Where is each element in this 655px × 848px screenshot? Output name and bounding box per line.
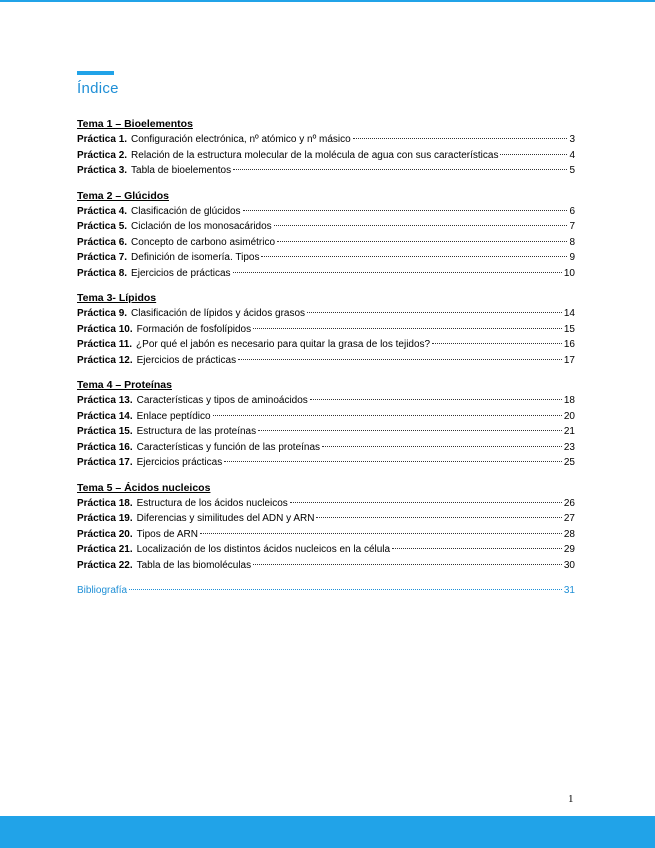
entry-page: 7 xyxy=(569,221,575,232)
entry-label: Práctica 1. xyxy=(77,134,128,145)
entry-text: Formación de fosfolípidos xyxy=(136,323,252,335)
entry-text: Relación de la estructura molecular de la molécula de agua con sus características xyxy=(131,149,499,161)
entry-label: Práctica 14. xyxy=(77,410,133,422)
top-accent-bar xyxy=(0,0,655,2)
entry-text: Ciclación de los monosacáridos xyxy=(131,221,272,232)
entry-text: Concepto de carbono asimétrico xyxy=(131,236,276,248)
toc-entry[interactable] xyxy=(77,235,575,251)
entry-text: Ejercicios de prácticas xyxy=(131,267,231,279)
toc-entry[interactable] xyxy=(77,393,575,409)
entry-text: Tabla de las biomoléculas xyxy=(136,559,252,571)
toc-section-tema-4 xyxy=(77,378,575,471)
page-number: 1 xyxy=(568,793,574,805)
entry-label: Práctica 8. xyxy=(77,267,128,279)
toc-entry[interactable] xyxy=(77,527,575,543)
entry-page: 15 xyxy=(563,323,575,335)
entry-page: 16 xyxy=(563,339,575,350)
toc-entry[interactable] xyxy=(77,424,575,440)
toc-entry[interactable] xyxy=(77,496,575,512)
entry-page: 26 xyxy=(563,497,575,509)
dot-leader xyxy=(253,328,562,329)
section-title[interactable]: Tema 3- Lípidos xyxy=(77,292,157,304)
dot-leader xyxy=(307,312,562,313)
entry-text: Definición de isomería. Tipos xyxy=(131,252,260,263)
entry-label: Práctica 15. xyxy=(77,426,133,437)
entry-text: Clasificación de glúcidos xyxy=(131,205,241,217)
toc-entry[interactable] xyxy=(77,163,575,179)
entry-text: Diferencias y similitudes del ADN y ARN xyxy=(136,513,315,524)
entry-text: Enlace peptídico xyxy=(136,410,211,422)
dot-leader xyxy=(316,517,561,518)
section-title[interactable]: Tema 4 – Proteínas xyxy=(77,379,172,391)
dot-leader xyxy=(224,461,562,462)
dot-leader xyxy=(200,533,562,534)
dot-leader xyxy=(500,154,567,155)
entry-label: Práctica 5. xyxy=(77,221,128,232)
entry-label: Práctica 3. xyxy=(77,165,128,176)
section-title[interactable]: Tema 1 – Bioelementos xyxy=(77,118,193,130)
entry-label: Práctica 2. xyxy=(77,149,128,161)
dot-leader xyxy=(213,415,562,416)
entry-label: Práctica 17. xyxy=(77,457,133,468)
toc-entry[interactable] xyxy=(77,266,575,282)
entry-text: Características y función de las proteínas xyxy=(136,441,321,453)
entry-page: 21 xyxy=(563,426,575,437)
toc-entry[interactable] xyxy=(77,337,575,353)
entry-page: 28 xyxy=(563,528,575,540)
entry-text: Estructura de las proteínas xyxy=(136,426,257,437)
dot-leader xyxy=(129,589,562,590)
entry-page: 20 xyxy=(563,410,575,422)
dot-leader xyxy=(353,138,568,139)
title-accent-line xyxy=(77,71,114,75)
toc-entry[interactable] xyxy=(77,148,575,164)
toc-entry[interactable] xyxy=(77,409,575,425)
table-of-contents xyxy=(77,117,575,599)
entry-page: 9 xyxy=(569,252,575,263)
entry-text: ¿Por qué el jabón es necesario para quitar la grasa de los tejidos? xyxy=(136,339,431,350)
entry-page: 4 xyxy=(569,149,575,161)
toc-entry[interactable] xyxy=(77,440,575,456)
dot-leader xyxy=(253,564,562,565)
entry-label: Práctica 19. xyxy=(77,513,133,524)
bottom-accent-bar xyxy=(0,816,655,848)
toc-entry[interactable] xyxy=(77,322,575,338)
entry-label: Práctica 4. xyxy=(77,205,128,217)
entry-label: Práctica 22. xyxy=(77,559,133,571)
dot-leader xyxy=(310,399,562,400)
dot-leader xyxy=(277,241,567,242)
entry-page: 3 xyxy=(569,134,575,145)
entry-label: Práctica 13. xyxy=(77,395,133,406)
section-title[interactable]: Tema 5 – Ácidos nucleicos xyxy=(77,481,211,494)
toc-section-tema-5 xyxy=(77,481,575,574)
toc-entry[interactable] xyxy=(77,558,575,574)
entry-text: Clasificación de lípidos y ácidos grasos xyxy=(131,308,306,319)
entry-page: 10 xyxy=(563,267,575,279)
entry-page: 6 xyxy=(569,205,575,217)
dot-leader xyxy=(432,343,562,344)
toc-entry[interactable] xyxy=(77,353,575,369)
entry-text: Ejercicios prácticas xyxy=(136,457,223,468)
toc-section-tema-2 xyxy=(77,189,575,282)
entry-text: Tabla de bioelementos xyxy=(131,165,232,176)
entry-label: Práctica 7. xyxy=(77,252,128,263)
dot-leader xyxy=(261,256,567,257)
entry-text: Localización de los distintos ácidos nucleicos en la célula xyxy=(136,544,391,555)
entry-text: Ejercicios de prácticas xyxy=(136,354,237,366)
entry-label: Práctica 18. xyxy=(77,497,133,509)
entry-page: 31 xyxy=(563,585,575,596)
dot-leader xyxy=(258,430,562,431)
entry-page: 30 xyxy=(563,559,575,571)
section-title[interactable]: Tema 2 – Glúcidos xyxy=(77,189,170,202)
entry-page: 27 xyxy=(563,513,575,524)
dot-leader xyxy=(274,225,568,226)
dot-leader xyxy=(392,548,562,549)
toc-section-tema-1 xyxy=(77,117,575,179)
toc-entry[interactable] xyxy=(77,204,575,220)
entry-text: Estructura de los ácidos nucleicos xyxy=(136,497,288,509)
toc-entry[interactable] xyxy=(77,511,575,527)
entry-page: 23 xyxy=(563,441,575,453)
toc-section-tema-3 xyxy=(77,291,575,368)
entry-label: Práctica 12. xyxy=(77,354,133,366)
dot-leader xyxy=(233,272,562,273)
entry-text: Configuración electrónica, nº atómico y nº másico xyxy=(131,134,351,145)
toc-entry-bibliography[interactable] xyxy=(77,583,575,599)
toc-entry[interactable] xyxy=(77,542,575,558)
entry-page: 8 xyxy=(569,236,575,248)
dot-leader xyxy=(243,210,568,211)
toc-entry[interactable] xyxy=(77,219,575,235)
dot-leader xyxy=(290,502,562,503)
entry-page: 5 xyxy=(569,165,575,176)
entry-label: Práctica 10. xyxy=(77,323,133,335)
dot-leader xyxy=(322,446,562,447)
entry-label: Práctica 21. xyxy=(77,544,133,555)
toc-entry[interactable] xyxy=(77,455,575,471)
dot-leader xyxy=(238,359,562,360)
entry-label: Práctica 6. xyxy=(77,236,128,248)
entry-page: 29 xyxy=(563,544,575,555)
entry-page: 14 xyxy=(563,308,575,319)
entry-text: Tipos de ARN xyxy=(136,528,198,540)
toc-entry[interactable] xyxy=(77,132,575,148)
entry-page: 17 xyxy=(563,354,575,366)
entry-label: Práctica 16. xyxy=(77,441,133,453)
toc-entry[interactable] xyxy=(77,306,575,322)
entry-page: 25 xyxy=(563,457,575,468)
bibliography-label: Bibliografía xyxy=(77,585,128,596)
entry-label: Práctica 9. xyxy=(77,308,128,319)
entry-label: Práctica 11. xyxy=(77,339,133,350)
entry-text: Características y tipos de aminoácidos xyxy=(136,395,308,406)
dot-leader xyxy=(233,169,567,170)
toc-entry[interactable] xyxy=(77,250,575,266)
index-title: Índice xyxy=(77,80,119,97)
entry-label: Práctica 20. xyxy=(77,528,133,540)
entry-page: 18 xyxy=(563,395,575,406)
